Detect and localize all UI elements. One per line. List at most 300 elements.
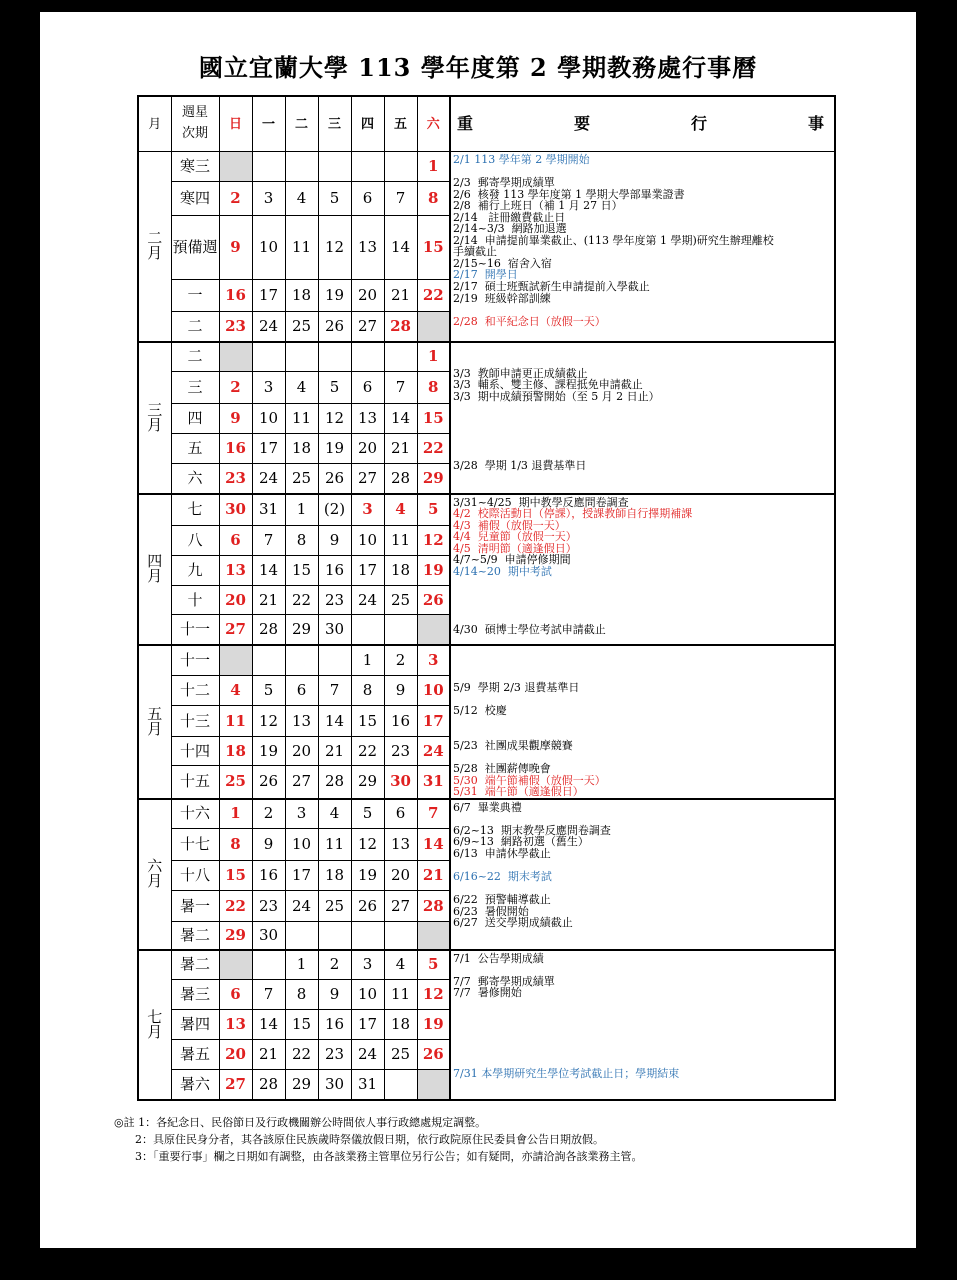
day-cell: [351, 922, 384, 950]
day-cell: 7: [384, 182, 417, 216]
day-cell: 8: [285, 526, 318, 556]
day-cell: 3: [417, 645, 450, 676]
day-cell: 9: [384, 676, 417, 706]
event-item: 2/8 補行上班日（補 1 月 27 日）: [453, 199, 623, 213]
event-item: 2/17 碩士班甄試新生申請提前入學截止: [453, 280, 650, 294]
day-cell: 26: [318, 464, 351, 494]
day-cell: 17: [417, 706, 450, 737]
day-cell: 6: [219, 526, 252, 556]
day-cell: 11: [384, 526, 417, 556]
header-week: 週星 次期: [171, 96, 219, 152]
event-spacer: [453, 964, 832, 976]
day-cell: 23: [318, 1040, 351, 1070]
day-cell: 23: [219, 464, 252, 494]
day-cell: 8: [351, 676, 384, 706]
day-cell: [417, 922, 450, 950]
week-label: 寒三: [171, 152, 219, 182]
day-cell: 11: [285, 404, 318, 434]
day-cell: 14: [252, 1010, 285, 1040]
day-cell: 7: [318, 676, 351, 706]
day-cell: 6: [384, 799, 417, 829]
events-cell: [450, 152, 835, 342]
day-cell: 29: [285, 615, 318, 645]
calendar-page: [40, 12, 916, 1248]
week-label: 十一: [171, 615, 219, 645]
day-cell: 10: [351, 980, 384, 1010]
day-cell: 27: [219, 615, 252, 645]
calendar-table: [137, 95, 836, 1101]
event-item: 2/3 郵寄學期成績單: [453, 176, 555, 190]
day-cell: [384, 1070, 417, 1100]
day-cell: 30: [219, 494, 252, 526]
event-spacer: [453, 659, 832, 671]
event-item: 2/14 申請提前畢業截止、(113 學年度第 1 學期)研究生辦理離校: [453, 233, 774, 247]
week-label: 十七: [171, 829, 219, 861]
event-spacer: [453, 648, 832, 660]
day-cell: 25: [285, 464, 318, 494]
day-cell: [417, 1070, 450, 1100]
week-label: 十六: [171, 799, 219, 829]
day-cell: 15: [417, 404, 450, 434]
page-title: 國立宜蘭大學 113 學年度第 2 學期教務處行事曆: [198, 53, 758, 82]
event-spacer: [453, 437, 832, 449]
event-item: 5/9 學期 2/3 退費基準日: [453, 681, 580, 695]
day-cell: 13: [219, 556, 252, 586]
day-cell: 11: [219, 706, 252, 737]
day-cell: 4: [285, 372, 318, 404]
day-cell: 9: [252, 829, 285, 861]
month-label: 六 月: [138, 799, 171, 950]
header-day-tue: 二: [285, 96, 318, 152]
day-cell: 12: [417, 526, 450, 556]
event-item: 4/3 補假（放假一天）: [453, 518, 566, 532]
event-item: 手續截止: [453, 245, 497, 259]
week-label: 十二: [171, 676, 219, 706]
day-cell: 27: [351, 312, 384, 342]
day-cell: 5: [351, 799, 384, 829]
event-item: 6/23 暑假開始: [453, 904, 529, 918]
week-label: 暑六: [171, 1070, 219, 1100]
day-cell: 21: [417, 861, 450, 891]
day-cell: (2): [318, 494, 351, 526]
event-item: 5/30 端午節補假（放假一天）: [453, 773, 606, 787]
week-row: [138, 342, 835, 372]
week-label: 四: [171, 404, 219, 434]
day-cell: 11: [384, 980, 417, 1010]
day-cell: 1: [285, 950, 318, 980]
day-cell: 19: [351, 861, 384, 891]
day-cell: 9: [219, 216, 252, 280]
day-cell: 8: [219, 829, 252, 861]
week-label: 十八: [171, 861, 219, 891]
day-cell: 26: [351, 891, 384, 922]
day-cell: 23: [384, 737, 417, 766]
day-cell: 9: [318, 980, 351, 1010]
day-cell: 18: [384, 1010, 417, 1040]
day-cell: 6: [219, 980, 252, 1010]
footnotes: [114, 1114, 642, 1165]
day-cell: 22: [351, 737, 384, 766]
day-cell: 7: [252, 526, 285, 556]
week-label: 二: [171, 312, 219, 342]
event-item: 7/7 郵寄學期成績單: [453, 974, 555, 988]
day-cell: 3: [252, 182, 285, 216]
day-cell: 24: [351, 1040, 384, 1070]
day-cell: 4: [219, 676, 252, 706]
event-spacer: [453, 612, 832, 624]
day-cell: 16: [384, 706, 417, 737]
day-cell: 22: [417, 280, 450, 312]
day-cell: 15: [285, 1010, 318, 1040]
day-cell: 4: [285, 182, 318, 216]
week-row: [138, 799, 835, 829]
event-item: 6/7 畢業典禮: [453, 800, 522, 814]
event-item: 4/7~5/9 申請停修期間: [453, 553, 571, 567]
day-cell: 17: [252, 434, 285, 464]
day-cell: 25: [318, 891, 351, 922]
event-item: 2/14 註冊繳費截止日: [453, 210, 566, 224]
event-spacer: [453, 813, 832, 825]
day-cell: 16: [318, 556, 351, 586]
day-cell: [285, 645, 318, 676]
day-cell: 19: [252, 737, 285, 766]
day-cell: 1: [219, 799, 252, 829]
header-day-sat: 六: [417, 96, 450, 152]
day-cell: 6: [351, 372, 384, 404]
event-item: 5/12 校慶: [453, 704, 507, 718]
day-cell: 7: [384, 372, 417, 404]
day-cell: 11: [318, 829, 351, 861]
day-cell: 3: [351, 950, 384, 980]
day-cell: 15: [219, 861, 252, 891]
day-cell: 19: [318, 280, 351, 312]
footnote: ◎註 1：各紀念日、民俗節日及行政機關辦公時間依人事行政總處規定調整。: [114, 1116, 487, 1129]
day-cell: [384, 342, 417, 372]
day-cell: 20: [285, 737, 318, 766]
month-label: 七 月: [138, 950, 171, 1100]
day-cell: 12: [318, 404, 351, 434]
event-spacer: [453, 1033, 832, 1045]
day-cell: 19: [318, 434, 351, 464]
day-cell: 1: [417, 342, 450, 372]
day-cell: [318, 342, 351, 372]
day-cell: 23: [318, 586, 351, 615]
day-cell: 24: [285, 891, 318, 922]
day-cell: 3: [252, 372, 285, 404]
day-cell: 18: [318, 861, 351, 891]
week-label: 寒四: [171, 182, 219, 216]
event-item: 2/15~16 宿舍入宿: [453, 256, 552, 270]
day-cell: 1: [351, 645, 384, 676]
day-cell: 5: [318, 182, 351, 216]
day-cell: 1: [285, 494, 318, 526]
day-cell: 15: [285, 556, 318, 586]
day-cell: 19: [417, 556, 450, 586]
header-day-sun: 日: [219, 96, 252, 152]
day-cell: 24: [252, 464, 285, 494]
day-cell: 13: [285, 706, 318, 737]
day-cell: 27: [384, 891, 417, 922]
event-item: 4/30 碩博士學位考試申請截止: [453, 622, 606, 636]
week-row: [138, 152, 835, 182]
day-cell: 5: [318, 372, 351, 404]
day-cell: 24: [351, 586, 384, 615]
day-cell: [384, 922, 417, 950]
event-spacer: [453, 1022, 832, 1034]
day-cell: 31: [417, 766, 450, 799]
event-item: 3/3 輔系、雙主修、課程抵免申請截止: [453, 378, 643, 392]
week-row: [138, 645, 835, 676]
day-cell: 21: [252, 1040, 285, 1070]
event-item: 5/28 社團薪傳晚會: [453, 761, 551, 775]
events-cell: [450, 494, 835, 645]
day-cell: 19: [417, 1010, 450, 1040]
event-item: 2/28 和平紀念日（放假一天）: [453, 314, 606, 328]
day-cell: 13: [351, 216, 384, 280]
day-cell: 16: [318, 1010, 351, 1040]
day-cell: 20: [351, 280, 384, 312]
event-item: 2/1 113 學年第 2 學期開始: [453, 153, 590, 166]
header-day-mon: 一: [252, 96, 285, 152]
day-cell: 6: [285, 676, 318, 706]
day-cell: 14: [384, 404, 417, 434]
day-cell: 3: [351, 494, 384, 526]
day-cell: 17: [285, 861, 318, 891]
day-cell: 24: [417, 737, 450, 766]
events-cell: [450, 342, 835, 494]
day-cell: 25: [219, 766, 252, 799]
day-cell: 15: [417, 216, 450, 280]
day-cell: 18: [285, 280, 318, 312]
event-item: 6/13 申請休學截止: [453, 846, 551, 860]
day-cell: 28: [252, 1070, 285, 1100]
day-cell: 15: [351, 706, 384, 737]
day-cell: 4: [384, 494, 417, 526]
week-label: 暑三: [171, 980, 219, 1010]
month-label: 三 月: [138, 342, 171, 494]
day-cell: [318, 152, 351, 182]
header-day-fri: 五: [384, 96, 417, 152]
day-cell: 2: [219, 372, 252, 404]
day-cell: 13: [219, 1010, 252, 1040]
day-cell: [219, 645, 252, 676]
day-cell: 7: [252, 980, 285, 1010]
week-label: 暑二: [171, 922, 219, 950]
day-cell: 28: [384, 312, 417, 342]
event-spacer: [453, 414, 832, 426]
header-events-char: 事: [808, 114, 825, 133]
day-cell: 26: [417, 1040, 450, 1070]
day-cell: [252, 152, 285, 182]
day-cell: [219, 152, 252, 182]
day-cell: 21: [384, 280, 417, 312]
event-spacer: [453, 402, 832, 414]
event-spacer: [453, 345, 832, 357]
day-cell: 25: [384, 586, 417, 615]
event-spacer: [453, 589, 832, 601]
events-cell: [450, 799, 835, 950]
event-item: 7/31 本學期研究生學位考試截止日；學期結束: [453, 1067, 680, 1081]
day-cell: 22: [219, 891, 252, 922]
day-cell: 20: [384, 861, 417, 891]
event-item: 2/19 班級幹部訓練: [453, 291, 551, 305]
day-cell: 12: [318, 216, 351, 280]
day-cell: 18: [384, 556, 417, 586]
day-cell: 21: [318, 737, 351, 766]
day-cell: [384, 152, 417, 182]
event-item: 7/1 公告學期成績: [453, 951, 544, 965]
day-cell: 20: [219, 586, 252, 615]
event-item: 2/6 核發 113 學年度第 1 學期大學部畢業證書: [453, 187, 685, 201]
header-events: [450, 96, 835, 152]
day-cell: 30: [318, 615, 351, 645]
day-cell: 16: [219, 280, 252, 312]
day-cell: 10: [417, 676, 450, 706]
day-cell: 14: [417, 829, 450, 861]
day-cell: [219, 342, 252, 372]
month-label: 四 月: [138, 494, 171, 645]
day-cell: 13: [351, 404, 384, 434]
day-cell: 10: [252, 216, 285, 280]
day-cell: 4: [318, 799, 351, 829]
month-label: 五 月: [138, 645, 171, 799]
event-item: 4/2 校際活動日（停課），授課教師自行擇期補課: [453, 507, 693, 521]
day-cell: 30: [384, 766, 417, 799]
event-spacer: [453, 694, 832, 706]
header-events-char: 行: [691, 114, 708, 133]
footnote: 2：具原住民身分者，其各該原住民族歲時祭儀放假日期，依行政院原住民委員會公告日期放假。: [114, 1133, 604, 1147]
day-cell: 28: [252, 615, 285, 645]
week-label: 暑五: [171, 1040, 219, 1070]
day-cell: [252, 950, 285, 980]
week-label: 十: [171, 586, 219, 615]
week-label: 十三: [171, 706, 219, 737]
day-cell: 23: [219, 312, 252, 342]
event-spacer: [453, 600, 832, 612]
day-cell: [285, 922, 318, 950]
events-cell: [450, 950, 835, 1100]
day-cell: 12: [252, 706, 285, 737]
event-item: 3/3 教師申請更正成績截止: [453, 366, 588, 380]
event-item: 7/7 暑修開始: [453, 986, 522, 1000]
week-label: 七: [171, 494, 219, 526]
week-label: 十五: [171, 766, 219, 799]
day-cell: [351, 615, 384, 645]
day-cell: 29: [417, 464, 450, 494]
day-cell: 9: [219, 404, 252, 434]
week-label: 十四: [171, 737, 219, 766]
event-item: 4/4 兒童節（放假一天）: [453, 530, 577, 544]
day-cell: 2: [252, 799, 285, 829]
day-cell: 26: [252, 766, 285, 799]
day-cell: 18: [219, 737, 252, 766]
day-cell: [318, 922, 351, 950]
day-cell: 22: [285, 1040, 318, 1070]
day-cell: 20: [351, 434, 384, 464]
events-cell: [450, 645, 835, 799]
week-label: 暑一: [171, 891, 219, 922]
event-item: 5/23 社團成果觀摩競賽: [453, 738, 573, 752]
day-cell: 29: [285, 1070, 318, 1100]
day-cell: 4: [384, 950, 417, 980]
header-day-thu: 四: [351, 96, 384, 152]
event-spacer: [453, 304, 832, 316]
day-cell: [285, 342, 318, 372]
day-cell: 8: [417, 372, 450, 404]
event-spacer: [453, 1045, 832, 1057]
day-cell: 6: [351, 182, 384, 216]
event-item: 6/27 送交學期成績截止: [453, 916, 573, 930]
day-cell: 13: [384, 829, 417, 861]
day-cell: 8: [285, 980, 318, 1010]
event-item: 2/14~3/3 網路加退選: [453, 222, 567, 236]
day-cell: 10: [351, 526, 384, 556]
day-cell: [252, 342, 285, 372]
footnote: 3：「重要行事」欄之日期如有調整，由各該業務主管單位另行公告；如有疑問，亦請洽詢各該業務主管。: [114, 1150, 643, 1164]
event-spacer: [453, 1010, 832, 1022]
event-spacer: [453, 425, 832, 437]
day-cell: 25: [285, 312, 318, 342]
day-cell: 20: [219, 1040, 252, 1070]
day-cell: 29: [219, 922, 252, 950]
header-events-char: 重: [457, 114, 474, 133]
day-cell: 10: [252, 404, 285, 434]
day-cell: 5: [417, 494, 450, 526]
day-cell: 26: [318, 312, 351, 342]
day-cell: 17: [252, 280, 285, 312]
week-label: 十一: [171, 645, 219, 676]
calendar-body: [138, 96, 835, 1100]
day-cell: 2: [384, 645, 417, 676]
day-cell: 16: [252, 861, 285, 891]
day-cell: 14: [252, 556, 285, 586]
day-cell: 5: [252, 676, 285, 706]
day-cell: [384, 615, 417, 645]
day-cell: 27: [219, 1070, 252, 1100]
day-cell: [351, 342, 384, 372]
day-cell: 31: [351, 1070, 384, 1100]
day-cell: 16: [219, 434, 252, 464]
day-cell: [351, 152, 384, 182]
day-cell: 7: [417, 799, 450, 829]
day-cell: 21: [252, 586, 285, 615]
day-cell: 8: [417, 182, 450, 216]
week-label: 暑二: [171, 950, 219, 980]
event-item: 2/17 開學日: [453, 268, 518, 282]
day-cell: 3: [285, 799, 318, 829]
week-label: 暑四: [171, 1010, 219, 1040]
day-cell: 27: [285, 766, 318, 799]
day-cell: 9: [318, 526, 351, 556]
week-label: 五: [171, 434, 219, 464]
day-cell: 1: [417, 152, 450, 182]
event-spacer: [453, 577, 832, 589]
day-cell: 28: [318, 766, 351, 799]
week-label: 三: [171, 372, 219, 404]
event-item: 3/3 期中成績預警開始（至 5 月 2 日止）: [453, 389, 660, 403]
day-cell: 12: [351, 829, 384, 861]
event-item: 3/31~4/25 期中教學反應問卷調查: [453, 495, 629, 509]
week-label: 預備週: [171, 216, 219, 280]
month-label: 二 月: [138, 152, 171, 342]
week-label: 一: [171, 280, 219, 312]
header-events-char: 要: [574, 114, 591, 133]
day-cell: 18: [285, 434, 318, 464]
day-cell: 17: [351, 1010, 384, 1040]
week-row: [138, 950, 835, 980]
day-cell: 28: [384, 464, 417, 494]
day-cell: [219, 950, 252, 980]
